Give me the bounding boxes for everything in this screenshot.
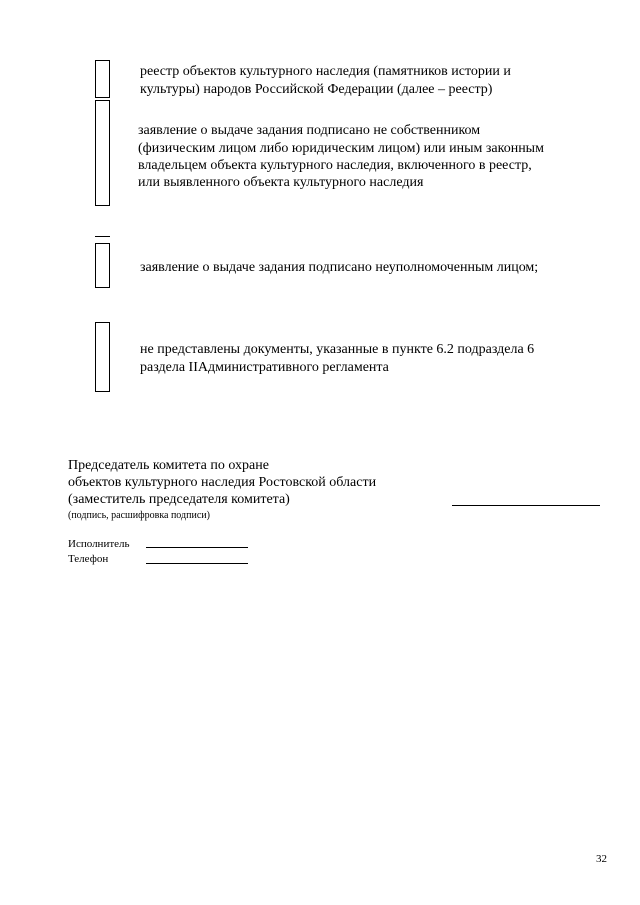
item-signed-not-owner-line-1: заявление о выдаче задания подписано не собственником <box>138 123 481 138</box>
executor-label: Исполнитель <box>68 538 130 550</box>
checkbox-signed-not-owner[interactable] <box>95 100 110 206</box>
item-documents-missing-line-2: раздела IIАдминистративного регламента <box>140 360 389 375</box>
item-signed-unauthorized-line-1: заявление о выдаче задания подписано неуполномоченным лицом; <box>140 260 539 275</box>
separator-dash <box>95 236 110 237</box>
item-registry-line-2: культуры) народов Российской Федерации (далее – реестр) <box>140 82 493 97</box>
signature-caption: (подпись, расшифровка подписи) <box>68 510 210 521</box>
checkbox-signed-unauthorized[interactable] <box>95 243 110 288</box>
item-documents-missing-line-1: не представлены документы, указанные в пункте 6.2 подраздела 6 <box>140 342 535 357</box>
checkbox-registry[interactable] <box>95 60 110 98</box>
signature-title-line-1: Председатель комитета по охране <box>68 458 269 473</box>
item-signed-not-owner-line-2: (физическим лицом либо юридическим лицом) или иным законным <box>138 141 544 156</box>
page-number: 32 <box>596 853 607 865</box>
executor-field[interactable] <box>146 547 248 548</box>
item-signed-not-owner-line-3: владельцем объекта культурного наследия, включенного в реестр, <box>138 158 532 173</box>
signature-title-line-2: объектов культурного наследия Ростовской области <box>68 475 377 490</box>
signature-line[interactable] <box>452 505 600 506</box>
phone-field[interactable] <box>146 563 248 564</box>
phone-label: Телефон <box>68 553 109 565</box>
signature-title-line-3: (заместитель председателя комитета) <box>68 492 290 507</box>
item-signed-not-owner-line-4: или выявленного объекта культурного наследия <box>138 175 424 190</box>
checkbox-documents-missing[interactable] <box>95 322 110 392</box>
item-registry-line-1: реестр объектов культурного наследия (памятников истории и <box>140 64 511 79</box>
